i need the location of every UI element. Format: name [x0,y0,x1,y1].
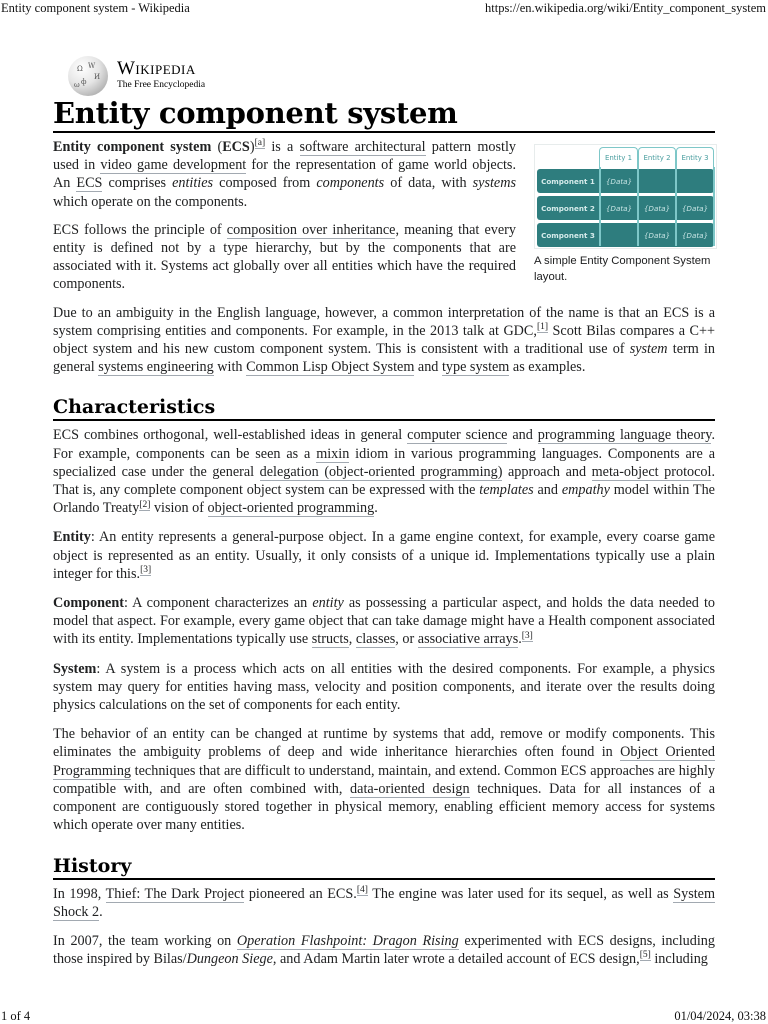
print-header-url: https://en.wikipedia.org/wiki/Entity_component_system [485,1,766,15]
emphasis: Dungeon Siege [186,951,273,968]
text: for the representation of game world objects. An [53,157,516,192]
diagram-column-entity-3: Entity 3 [676,147,714,167]
text: experimented with ECS designs, including those inspired by Bilas/ [53,932,715,968]
wikipedia-logo[interactable] [68,56,238,96]
text: ECS follows the principle of [53,221,227,238]
emphasis: empathy [561,482,610,499]
text: pioneered an ECS. [244,885,357,902]
link-associative-arrays[interactable]: associative arrays [417,631,519,648]
emphasis: entities [172,175,214,192]
text: and [414,359,442,376]
text: and [507,427,538,444]
note-ref-a[interactable] [255,138,266,149]
text: comprises [102,175,173,192]
figure-caption: A simple Entity Component System layout. [534,255,711,283]
link-software-architectural[interactable]: software architectural [299,139,426,155]
text: . That is, any complete component object system can be expressed with the [53,463,715,499]
text: idiom in various programming languages. Components are a specialized case under the general [53,445,715,480]
text: ECS combines orthogonal, well-established ideas in general [53,427,408,444]
link-systems-engineering[interactable]: systems engineering [98,359,214,376]
link-ecs[interactable]: ECS [76,175,103,192]
link-object-oriented-programming[interactable]: object-oriented programming [207,500,375,517]
link-classes[interactable]: classes [355,631,396,648]
text: which operate on the components. [53,193,248,210]
link-mixin[interactable]: mixin [316,445,350,462]
wikipedia-wordmark: Wikipedia [117,58,196,79]
characteristics-paragraph-1 [53,426,715,517]
text: : A component characterizes an [123,595,313,612]
text: and [533,482,562,499]
emphasis: systems [472,175,516,192]
link-computer-science[interactable]: computer science [407,427,508,444]
text: pattern mostly used in [53,139,516,174]
citation-link[interactable]: [3] [521,630,533,641]
component-definition [53,594,715,649]
link-common-lisp-object-system[interactable]: Common Lisp Object System [246,359,415,376]
note-link[interactable]: [a] [254,138,266,149]
section-heading-characteristics: Characteristics [53,395,715,421]
text: Scott Bilas compares a C++ object system and his new custom component system. This is consistent with a traditional use of [53,322,716,358]
citation-ref-3[interactable] [140,565,151,576]
link-video-game-development[interactable]: video game development [100,157,247,174]
text: term in general [53,341,715,376]
text: : An entity represents a general-purpose object. In a game engine context, for example, every coarse game object is represented as an entity. Usually, it only consists of a unique id. Implementations typically use a plain integer for this. [53,529,715,582]
diagram-column-divider [713,167,715,246]
text: as possessing a particular aspect, and holds the data needed to model that aspect. For example, every game object that can take damage might have a Health component associated with its entity. Implementations typically use [53,595,715,648]
citation-ref-3[interactable] [522,631,533,642]
link-thief-the-dark-project[interactable]: Thief: The Dark Project [105,885,245,902]
text: The behavior of an entity can be changed at runtime by systems that add, remove or modify components. This eliminates the ambiguity problems of deep and wide inheritance hierarchies often found in [53,726,715,761]
wikipedia-globe-icon: Ω W И ф ω [68,56,108,96]
diagram-row-label: Component 3 [541,230,595,240]
link-structs[interactable]: structs [311,631,349,648]
history-paragraph-2 [53,932,715,968]
link-composition-over-inheritance[interactable]: composition over inheritance [226,221,396,238]
diagram-data-cell: {Data} [643,230,671,240]
history-paragraph-1 [53,885,715,921]
term-entity: Entity [53,529,91,546]
text: vision of [150,500,208,517]
citation-link[interactable]: [3] [140,565,152,576]
text: with [213,359,247,376]
text: : A system is a process which acts on all entities with the desired components. For example, a physics system may query for entities having mass, velocity and position components, and iterate over the results doing physics calculations on the set of components for each entity. [53,660,715,714]
citation-link[interactable]: [1] [536,322,549,333]
link-type-system[interactable]: type system [441,359,510,376]
text: . [99,903,103,920]
text: The engine was later used for its sequel, as well as [367,885,674,902]
lead-abbrev: ECS [222,139,250,155]
diagram-data-cell [677,169,713,193]
diagram-data-cell [639,169,675,193]
text: . [374,500,378,517]
behavior-paragraph [53,725,715,834]
text: including [650,951,708,968]
link-data-oriented-design[interactable]: data-oriented design [350,780,470,797]
emphasis: entity [312,595,344,612]
text: , or [395,631,418,648]
diagram-row-label: Component 1 [541,176,595,186]
citation-ref-4[interactable] [357,885,368,896]
emphasis: templates [479,482,534,499]
text: In 1998, [53,885,106,902]
wikipedia-tagline: The Free Encyclopedia [117,80,206,90]
citation-link[interactable]: [2] [139,499,151,510]
diagram-data-cell: {Data} [681,203,709,213]
diagram-column-entity-2: Entity 2 [638,147,676,167]
entity-definition [53,528,715,583]
text: of data, with [384,175,473,192]
text: model within The Orlando Treaty [53,482,715,517]
text: , [348,631,356,648]
text: In 2007, the team working on [53,932,237,949]
print-header-title: Entity component system - Wikipedia [1,1,190,15]
print-header [0,0,768,16]
link-delegation[interactable]: delegation (object-oriented programming) [259,463,503,480]
print-datetime: 01/04/2024, 03:38 [674,1009,766,1023]
text: , and Adam Martin later wrote a detailed account of ECS design, [272,951,640,968]
lead-term: Entity component system [53,139,212,155]
page-number: 1 of 4 [1,1009,31,1023]
link-object-oriented-programming-2[interactable]: Object Oriented Programming [53,744,715,779]
text: approach and [502,463,592,480]
text: as examples. [509,359,586,376]
intro-paragraph-3 [53,304,715,377]
link-operation-flashpoint[interactable]: Operation Flashpoint: Dragon Rising [236,932,459,949]
text: composed from [213,175,317,192]
text: . For example, components can be seen as a [53,427,715,462]
text: . [518,631,522,648]
text: ( [211,139,223,155]
citation-link[interactable]: [5] [639,950,651,961]
diagram-data-cell: {Data} [643,203,671,213]
emphasis: system [629,341,668,358]
ecs-diagram-figure [534,144,715,285]
link-system-shock-2[interactable]: System Shock 2 [53,885,716,920]
diagram-data-cell [601,223,637,247]
diagram-data-cell: {Data} [605,176,633,186]
citation-link[interactable]: [4] [356,884,368,895]
citation-ref-2[interactable] [139,500,150,511]
diagram-data-cell: {Data} [605,203,633,213]
text: is a [265,139,300,155]
diagram-row-label: Component 2 [541,203,595,213]
section-heading-history: History [53,854,715,880]
text: Due to an ambiguity in the English language, however, a common interpretation of the name is that an ECS is a system comprising entities and components. For example, in the 2013 talk at GDC, [53,304,715,339]
print-footer [0,1008,768,1024]
system-definition [53,660,715,715]
text: techniques. Data for all instances of a component are contiguously stored together in physical memory, enabling efficient memory access for systems which operate over many entities. [53,780,715,834]
link-meta-object-protocol[interactable]: meta-object protocol [591,463,712,480]
article-content [53,96,715,968]
diagram-column-entity-1: Entity 1 [599,147,638,167]
term-system: System [53,660,97,677]
emphasis: components [316,175,385,192]
text: ) [249,139,255,155]
text: , meaning that every entity is defined not by a type hierarchy, but by the components that are associated with it. Systems act globally over all entities which have the required components. [53,221,516,293]
citation-ref-1[interactable] [537,322,548,333]
page-title: Entity component system [53,96,715,133]
text: techniques that are difficult to understand, maintain, and extend. Common ECS approaches are highly compatible with, and are often combined with, [53,762,715,797]
term-component: Component [53,595,124,612]
citation-ref-5[interactable] [640,950,651,961]
link-programming-language-theory[interactable]: programming language theory [537,427,712,444]
diagram-data-cell: {Data} [681,230,709,240]
ecs-diagram[interactable] [534,144,717,249]
